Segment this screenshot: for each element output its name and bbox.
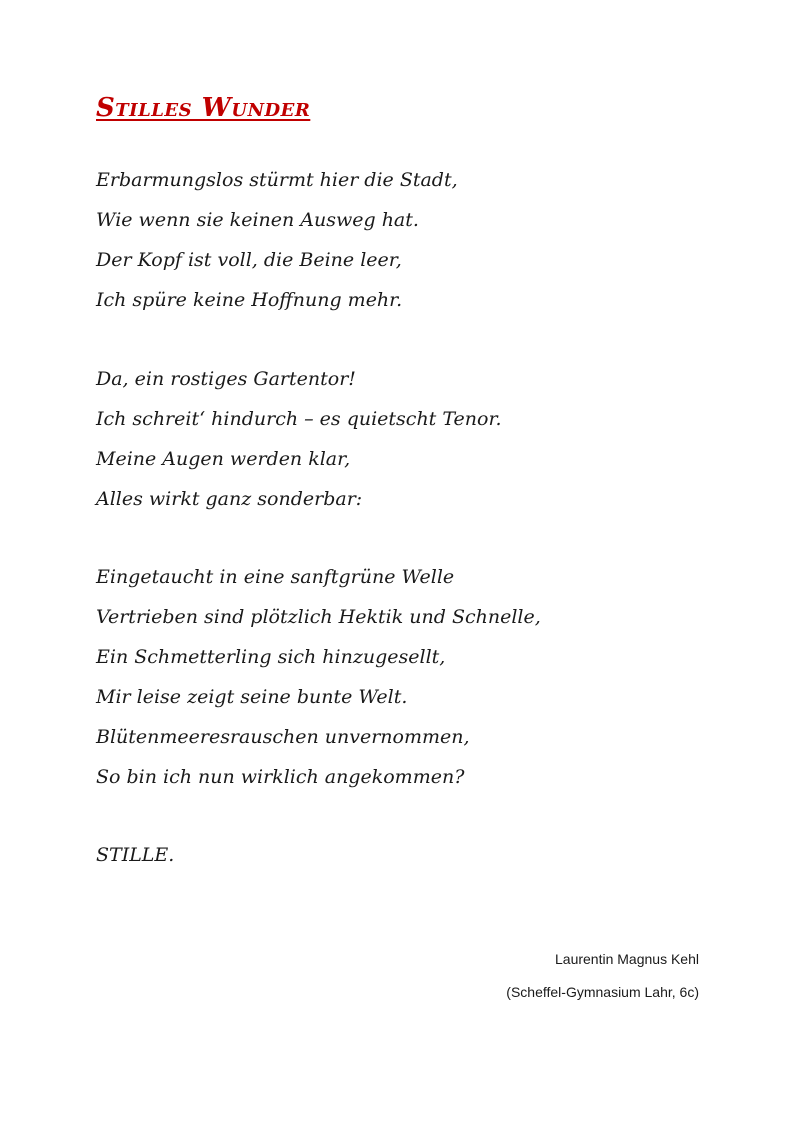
poem-line: Der Kopf ist voll, die Beine leer, [96,249,402,271]
poem-line: Da, ein rostiges Gartentor! [96,368,356,390]
poem-line: Blütenmeeresrauschen unvernommen, [96,726,470,748]
poem-closing: STILLE. [96,844,175,866]
poem-line: Vertrieben sind plötzlich Hektik und Schnelle, [96,606,541,628]
poem-line: Eingetaucht in eine sanftgrüne Welle [96,566,455,588]
poem-stanza-1 [96,160,458,320]
poem-line: Alles wirkt ganz sonderbar: [96,488,363,510]
poem-stanza-3 [96,557,541,797]
poem-line: Mir leise zeigt seine bunte Welt. [96,686,408,708]
author-signature [506,943,699,1009]
poem-line: Meine Augen werden klar, [96,448,351,470]
poem-line: Wie wenn sie keinen Ausweg hat. [96,209,419,231]
poem-line: Ein Schmetterling sich hinzugesellt, [96,646,446,668]
poem-line: Ich spüre keine Hoffnung mehr. [96,289,403,311]
poem-stanza-2 [96,359,502,519]
author-name: Laurentin Magnus Kehl [555,951,699,967]
poem-line: Erbarmungslos stürmt hier die Stadt, [96,169,458,191]
poem-line: So bin ich nun wirklich angekommen? [96,766,465,788]
author-affiliation: (Scheffel-Gymnasium Lahr, 6c) [506,984,699,1000]
poem-title: Stilles Wunder [96,93,311,123]
poem-line: Ich schreit‘ hindurch – es quietscht Tenor. [96,408,502,430]
